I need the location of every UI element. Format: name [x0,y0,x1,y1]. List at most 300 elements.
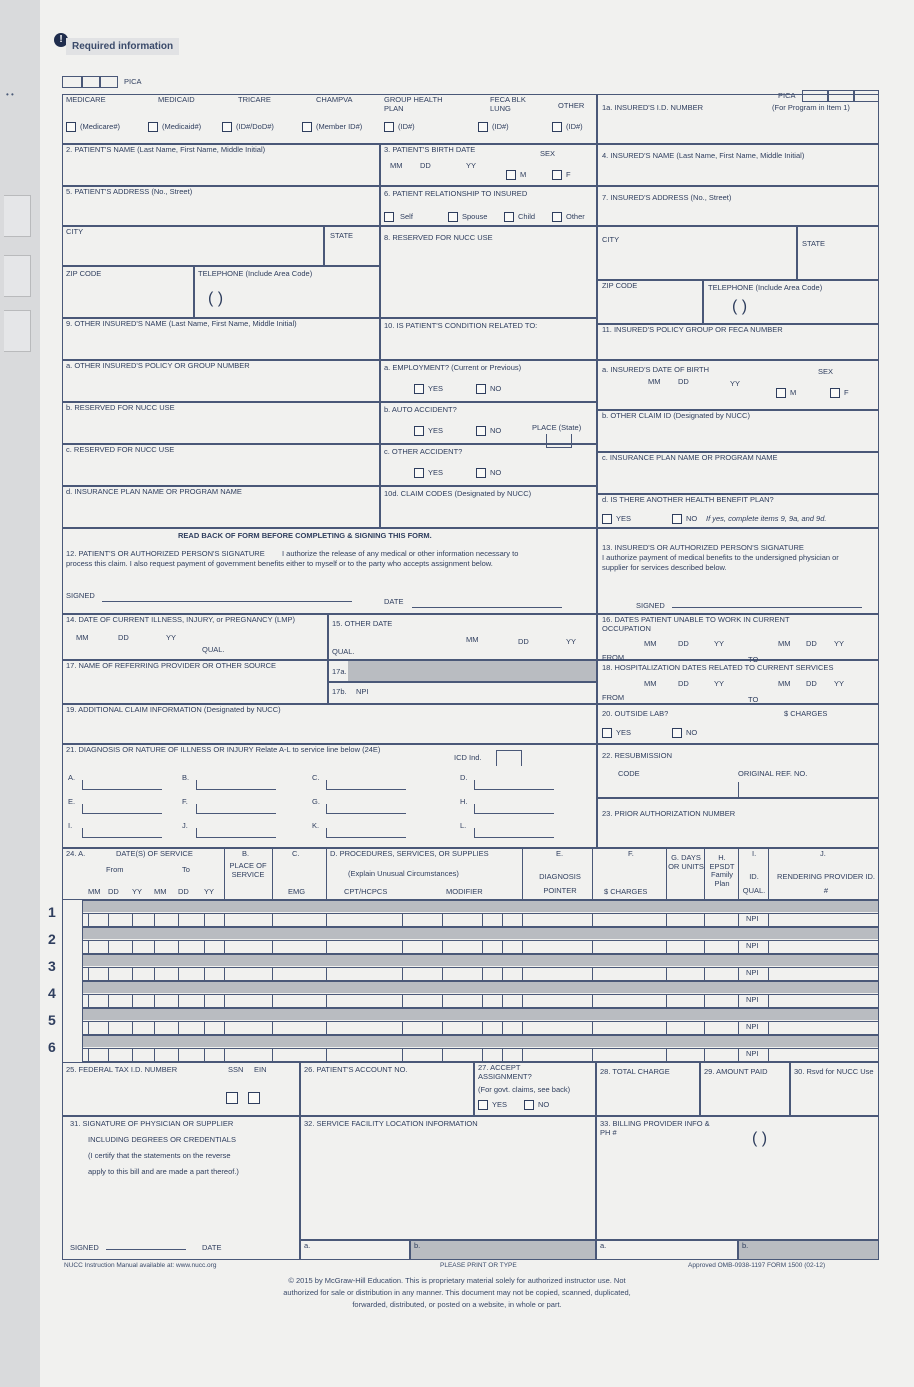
service-line-column-sep [704,994,705,1008]
item-24-c: C. [292,849,300,858]
item-24-id: ID. QUAL. [742,872,766,896]
item-17a-label: 17a. [332,667,347,676]
auto-accident-no-checkbox[interactable] [476,426,486,436]
feca-sub-label: (ID#) [492,122,509,131]
item-11d-label: d. IS THERE ANOTHER HEALTH BENEFIT PLAN? [602,495,774,504]
item-12-signed: SIGNED [66,591,95,600]
service-line-column-sep [666,1048,667,1062]
service-line-column-sep [502,994,503,1008]
physician-signature-field[interactable] [106,1240,186,1250]
other-insurance-sub-label: (ID#) [566,122,583,131]
relationship-other-checkbox[interactable] [552,212,562,222]
item-17-label: 17. NAME OF REFERRING PROVIDER OR OTHER SOURCE [66,661,277,670]
service-line-column-sep [88,1048,89,1062]
item-21-icd: ICD Ind. [454,753,482,762]
item-12-date: DATE [384,597,404,606]
service-line-column-sep [738,913,739,927]
diagnosis-code-input[interactable] [474,828,554,838]
service-line-column-sep [326,1048,327,1062]
diagnosis-code-input[interactable] [196,804,276,814]
diagnosis-letter: K. [312,821,320,830]
item-9a-label: a. OTHER INSURED'S POLICY OR GROUP NUMBER [66,361,250,370]
item-1a-insured-id[interactable] [597,91,879,144]
pica-box-left-1[interactable] [62,76,82,88]
diagnosis-code-input[interactable] [474,804,554,814]
item-13-text2: supplier for services described below. [602,563,727,572]
diagnosis-letter: H. [460,797,468,806]
service-line-column-sep [154,1048,155,1062]
service-line-column-sep [272,1048,273,1062]
other-accident-no-checkbox[interactable] [476,468,486,478]
item-9b-label: b. RESERVED FOR NUCC USE [66,403,175,412]
item-7-insured-address[interactable] [597,186,879,226]
diagnosis-letter: F. [182,797,188,806]
item-24-f: F. [628,849,634,858]
service-line-column-sep [272,994,273,1008]
item-1-other-label: OTHER [558,101,585,110]
item-24-j: J. [820,849,826,858]
service-line-divider [82,913,879,914]
champva-sub-label: (Member ID#) [316,122,363,131]
item-32-facility-location[interactable] [300,1116,596,1240]
item-33b-label: b. [742,1241,749,1250]
diagnosis-code-input[interactable] [82,804,162,814]
item-24-diag: DIAGNOSIS POINTER [539,872,581,896]
service-line-column-sep [442,994,443,1008]
item-9-label: 9. OTHER INSURED'S NAME (Last Name, First Name, Middle Initial) [66,319,297,328]
service-line-column-sep [88,913,89,927]
item-21-label: 21. DIAGNOSIS OR NATURE OF ILLNESS OR INJURY Relate A-L to service line below (24E) [66,745,381,754]
accept-assignment-no-checkbox[interactable] [524,1100,534,1110]
service-line-column-sep [482,913,483,927]
date-subheader: MM [88,887,101,896]
item-24-charges: $ CHARGES [604,887,648,896]
another-plan-yes-checkbox[interactable] [602,514,612,524]
diagnosis-letter: C. [312,773,320,782]
service-line-column-sep [522,967,523,981]
service-line-column-sep [272,913,273,927]
item-5-city[interactable] [62,226,324,266]
date-subheader: MM [154,887,167,896]
diagnosis-code-input[interactable] [474,780,554,790]
service-line-column-sep [768,994,769,1008]
item-32a[interactable] [300,1240,410,1260]
item-12-text1: I authorize the release of any medical or other information necessary to [282,549,519,558]
service-line-column-sep [442,1021,443,1035]
pica-box-left-3[interactable] [100,76,118,88]
employment-no-checkbox[interactable] [476,384,486,394]
item-33a[interactable] [596,1240,738,1260]
service-line-column-sep [88,940,89,954]
service-line-column-sep [204,1021,205,1035]
sidebar-tab-1[interactable] [4,195,31,237]
item-11d-note: If yes, complete items 9, 9a, and 9d. [706,514,827,523]
service-line-divider [82,940,879,941]
item-24-sep-e [522,848,523,900]
item-32b-label: b. [414,1241,421,1250]
diagnosis-letter: G. [312,797,320,806]
service-line-column-sep [204,913,205,927]
service-line-column-sep [204,967,205,981]
item-24-from: From [106,865,124,874]
item-5-zip-label: ZIP CODE [66,269,102,278]
item-11c-label: c. INSURANCE PLAN NAME OR PROGRAM NAME [602,453,778,462]
service-line-column-sep [204,940,205,954]
service-line-column-sep [522,1021,523,1035]
service-line-column-sep [272,1021,273,1035]
relationship-child-checkbox[interactable] [504,212,514,222]
item-24-sep-d [326,848,327,900]
service-line-column-sep [154,940,155,954]
item-25-label: 25. FEDERAL TAX I.D. NUMBER [66,1065,178,1074]
item-12-label: 12. PATIENT'S OR AUTHORIZED PERSON'S SIGNATURE [66,549,265,558]
service-line-column-sep [482,940,483,954]
item-18-label: 18. HOSPITALIZATION DATES RELATED TO CURRENT SERVICES [602,663,834,672]
item-24-b: B. [242,849,250,858]
relationship-self-checkbox[interactable] [384,212,394,222]
item-13-signed: SIGNED [636,601,665,610]
service-line-column-sep [738,967,739,981]
service-line-column-sep [326,940,327,954]
service-line-npi-label: NPI [746,995,759,1004]
service-line-column-sep [502,940,503,954]
service-line-column-sep [132,967,133,981]
item-24-to: To [182,865,190,874]
item-27-label: 27. ACCEPT ASSIGNMENT? [478,1063,532,1081]
item-17b-npi: NPI [356,687,369,696]
service-line-column-sep [224,940,225,954]
item-11a-f: F [844,388,849,397]
service-line-column-sep [108,967,109,981]
service-line-number: 5 [48,1012,56,1028]
item-1-medicare-label: MEDICARE [66,95,106,104]
item-24-explain: (Explain Unusual Circumstances) [348,869,459,878]
diagnosis-code-input[interactable] [326,804,406,814]
pica-box-left-2[interactable] [82,76,100,88]
item-27-yes: YES [492,1100,508,1109]
outside-lab-no-checkbox[interactable] [672,728,682,738]
diagnosis-letter: D. [460,773,468,782]
service-line-column-sep [224,913,225,927]
tricare-sub-label: (ID#/DoD#) [236,122,274,131]
required-information-label: Required information [66,38,179,55]
service-line-npi-label: NPI [746,914,759,923]
service-line-column-sep [768,967,769,981]
diagnosis-code-input[interactable] [196,780,276,790]
another-plan-no-checkbox[interactable] [672,514,682,524]
item-17a-shaded [348,661,596,681]
item-15-dd: DD [518,637,529,646]
item-6-spouse: Spouse [462,212,488,221]
service-line-divider [82,994,879,995]
service-line-column-sep [442,940,443,954]
service-line-column-sep [154,994,155,1008]
tricare-checkbox[interactable] [222,122,232,132]
sidebar-marker-1: • • [6,90,14,99]
diagnosis-code-input[interactable] [82,780,162,790]
item-10a-no: NO [490,384,502,393]
item-33-label: 33. BILLING PROVIDER INFO & PH # [600,1119,710,1137]
item-17b-label: 17b. [332,687,347,696]
other-accident-yes-checkbox[interactable] [414,468,424,478]
service-line-column-sep [592,994,593,1008]
service-line-column-sep [326,967,327,981]
item-11a-dd: DD [678,377,689,386]
item-27-no: NO [538,1100,550,1109]
item-7-city-label: CITY [602,235,620,244]
item-16-to: TO [748,655,759,664]
item-2-label: 2. PATIENT'S NAME (Last Name, First Name, Middle Initial) [66,145,266,154]
footer-omb: Approved OMB-0938-1197 FORM 1500 (02-12) [688,1262,826,1269]
item-16-label: 16. DATES PATIENT UNABLE TO WORK IN CURRENT OCCUPATION [602,615,790,633]
service-line-column-sep [738,994,739,1008]
service-line-column-sep [502,1021,503,1035]
item-24-sep-c [272,848,273,900]
service-line-column-sep [224,1021,225,1035]
service-line-column-sep [402,940,403,954]
item-28-label: 28. TOTAL CHARGE [600,1067,670,1076]
item-14-qual: QUAL. [202,645,225,654]
item-1a-label: 1a. INSURED'S I.D. NUMBER [602,103,704,112]
item-24-sep-g [666,848,667,900]
service-line-column-sep [522,1048,523,1062]
service-line-number: 6 [48,1039,56,1055]
item-31-line2: INCLUDING DEGREES OR CREDENTIALS [88,1135,236,1144]
item-10d-label: 10d. CLAIM CODES (Designated by NUCC) [384,489,532,498]
item-24-rendering: RENDERING PROVIDER ID. # [777,872,875,896]
item-14-mm: MM [76,633,89,642]
item-11a-label: a. INSURED'S DATE OF BIRTH [602,365,710,374]
item-3-label: 3. PATIENT'S BIRTH DATE [384,145,476,154]
auto-accident-yes-checkbox[interactable] [414,426,424,436]
item-1-medicaid-label: MEDICAID [158,95,195,104]
item-24-d: D. PROCEDURES, SERVICES, OR SUPPLIES [330,849,489,858]
service-line-column-sep [592,967,593,981]
outside-lab-yes-checkbox[interactable] [602,728,612,738]
service-line-column-sep [326,1021,327,1035]
item-24-place: PLACE OF SERVICE [229,861,267,879]
diagnosis-code-input[interactable] [326,828,406,838]
other-insurance-checkbox[interactable] [552,122,562,132]
item-6-other: Other [566,212,585,221]
item-12-text2: process this claim. I also request payment of government benefits either to myself or to the party who accepts assignment below. [66,559,493,568]
item-1-tricare-label: TRICARE [238,95,271,104]
medicaid-checkbox[interactable] [148,122,158,132]
item-6-label: 6. PATIENT RELATIONSHIP TO INSURED [384,189,528,198]
feca-checkbox[interactable] [478,122,488,132]
service-line-column-sep [108,1021,109,1035]
read-back-notice: READ BACK OF FORM BEFORE COMPLETING & SIGNING THIS FORM. [178,531,432,540]
insured-signature-field[interactable] [672,598,862,608]
footer-copyright-2: authorized for sale or distribution in any manner. This document may not be copied, scanned, duplicated, [283,1288,631,1297]
item-3-sex: SEX [540,149,556,158]
service-line-column-sep [224,967,225,981]
group-health-checkbox[interactable] [384,122,394,132]
item-9d-label: d. INSURANCE PLAN NAME OR PROGRAM NAME [66,487,242,496]
item-27-note: (For govt. claims, see back) [478,1085,571,1094]
item-4-label: 4. INSURED'S NAME (Last Name, First Name, Middle Initial) [602,151,805,160]
item-33a-label: a. [600,1241,607,1250]
service-line-column-sep [738,1021,739,1035]
service-line-column-sep [502,1048,503,1062]
service-line-column-sep [272,940,273,954]
service-line-column-sep [88,1021,89,1035]
item-16-yy: YY [714,639,725,648]
item-24-sep-j [768,848,769,900]
service-line-column-sep [442,1048,443,1062]
service-line-column-sep [666,913,667,927]
item-24-sep-f [592,848,593,900]
item-31-date: DATE [202,1243,222,1252]
service-line-column-sep [402,1021,403,1035]
patient-sex-f-checkbox[interactable] [552,170,562,180]
item-10a-yes: YES [428,384,444,393]
service-line-npi-label: NPI [746,968,759,977]
sidebar-tab-2[interactable] [4,255,31,297]
patient-signature-field[interactable] [102,588,352,602]
service-line-column-sep [402,1048,403,1062]
item-31-line3: (I certify that the statements on the reverse [88,1151,231,1160]
diagnosis-code-input[interactable] [82,828,162,838]
service-line-column-sep [224,994,225,1008]
service-line-column-sep [108,1048,109,1062]
medicare-sub-label: (Medicare#) [80,122,121,131]
service-line-column-sep [592,940,593,954]
item-31-label: 31. SIGNATURE OF PHYSICIAN OR SUPPLIER [70,1119,234,1128]
relationship-spouse-checkbox[interactable] [448,212,458,222]
item-1-feca-label: FECA BLK LUNG [490,95,526,113]
item-24-sep-b [224,848,225,900]
champva-checkbox[interactable] [302,122,312,132]
item-31-line4: apply to this bill and are made a part thereof.) [88,1167,239,1176]
item-7-label: 7. INSURED'S ADDRESS (No., Street) [602,193,732,202]
item-3-yy: YY [466,161,477,170]
service-line-column-sep [108,994,109,1008]
date-subheader: YY [132,887,143,896]
service-line-column-sep [482,1021,483,1035]
medicare-checkbox[interactable] [66,122,76,132]
item-18-dd2: DD [806,679,817,688]
tax-id-ein-checkbox[interactable] [248,1092,260,1104]
item-11a-mm: MM [648,377,661,386]
service-line-column-sep [88,994,89,1008]
service-line-column-sep [442,913,443,927]
item-29-label: 29. AMOUNT PAID [704,1067,768,1076]
service-line-number: 3 [48,958,56,974]
service-line-number: 1 [48,904,56,920]
service-line-column-sep [502,967,503,981]
item-32b-shaded [411,1241,595,1259]
service-line-column-sep [522,994,523,1008]
item-22-orig: ORIGINAL REF. NO. [738,769,808,778]
service-line-column-sep [204,994,205,1008]
item-10a-label: a. EMPLOYMENT? (Current or Previous) [384,363,522,372]
item-8-label: 8. RESERVED FOR NUCC USE [384,233,493,242]
diagnosis-code-input[interactable] [196,828,276,838]
item-9c-label: c. RESERVED FOR NUCC USE [66,445,175,454]
service-line-column-sep [704,940,705,954]
service-line-column-sep [108,940,109,954]
service-line-npi-label: NPI [746,1022,759,1031]
service-line-column-sep [178,913,179,927]
date-subheader: DD [178,887,189,896]
service-line-column-sep [482,994,483,1008]
item-7-state-label: STATE [802,239,826,248]
item-15-mm: MM [466,635,479,644]
item-16-mm2: MM [778,639,791,648]
service-line-column-sep [704,913,705,927]
sidebar-tab-3[interactable] [4,310,31,352]
patient-sex-m-checkbox[interactable] [506,170,516,180]
service-line-column-sep [272,967,273,981]
service-line-column-sep [224,1048,225,1062]
tax-id-ssn-checkbox[interactable] [226,1092,238,1104]
item-11-label: 11. INSURED'S POLICY GROUP OR FECA NUMBER [602,325,783,334]
item-16-mm: MM [644,639,657,648]
insured-sex-m-checkbox[interactable] [776,388,786,398]
diagnosis-letter: A. [68,773,76,782]
item-33-paren: ( ) [752,1130,768,1147]
item-5-state-label: STATE [330,231,354,240]
service-line-divider [82,1021,879,1022]
info-icon: ! [54,33,68,47]
icd-indicator-input[interactable] [496,750,522,766]
service-line-column-sep [326,913,327,927]
item-11b-label: b. OTHER CLAIM ID (Designated by NUCC) [602,411,750,420]
item-1-group-label: GROUP HEALTH PLAN [384,95,443,113]
service-line-column-sep [666,940,667,954]
patient-signature-date-field[interactable] [412,594,562,608]
item-18-from: FROM [602,693,625,702]
service-line-column-sep [132,913,133,927]
diagnosis-letter: I. [68,821,73,830]
item-10b-place: PLACE (State) [532,423,582,432]
service-line-column-sep [108,913,109,927]
item-16-yy2: YY [834,639,845,648]
service-line-number: 2 [48,931,56,947]
service-line-column-sep [502,913,503,927]
item-23-prior-auth[interactable] [597,798,879,848]
service-line-column-sep [738,1048,739,1062]
item-6-child: Child [518,212,536,221]
service-line-column-sep [402,967,403,981]
item-22-divider [738,782,739,798]
item-22-label: 22. RESUBMISSION [602,751,673,760]
item-7-city[interactable] [597,226,797,280]
item-7-state[interactable] [797,226,879,280]
item-24-i: I. [752,849,757,858]
item-3-mm: MM [390,161,403,170]
service-line-column-sep [738,940,739,954]
service-line-column-sep [592,1021,593,1035]
service-line-column-sep [704,1021,705,1035]
item-30-label: 30. Rsvd for NUCC Use [794,1067,874,1076]
employment-yes-checkbox[interactable] [414,384,424,394]
service-line-column-sep [178,1021,179,1035]
diagnosis-code-input[interactable] [326,780,406,790]
accept-assignment-yes-checkbox[interactable] [478,1100,488,1110]
insured-sex-f-checkbox[interactable] [830,388,840,398]
item-24-e: E. [556,849,564,858]
item-11a-yy: YY [730,379,741,388]
item-7-zip-label: ZIP CODE [602,281,638,290]
service-line-column-sep [178,967,179,981]
item-5-city-label: CITY [66,227,84,236]
footer-copyright-3: forwarded, distributed, or posted on a website, in whole or part. [352,1300,562,1309]
item-13-text1: I authorize payment of medical benefits to the undersigned physician or [602,553,839,562]
service-line-column-sep [154,913,155,927]
item-23-label: 23. PRIOR AUTHORIZATION NUMBER [602,809,736,818]
